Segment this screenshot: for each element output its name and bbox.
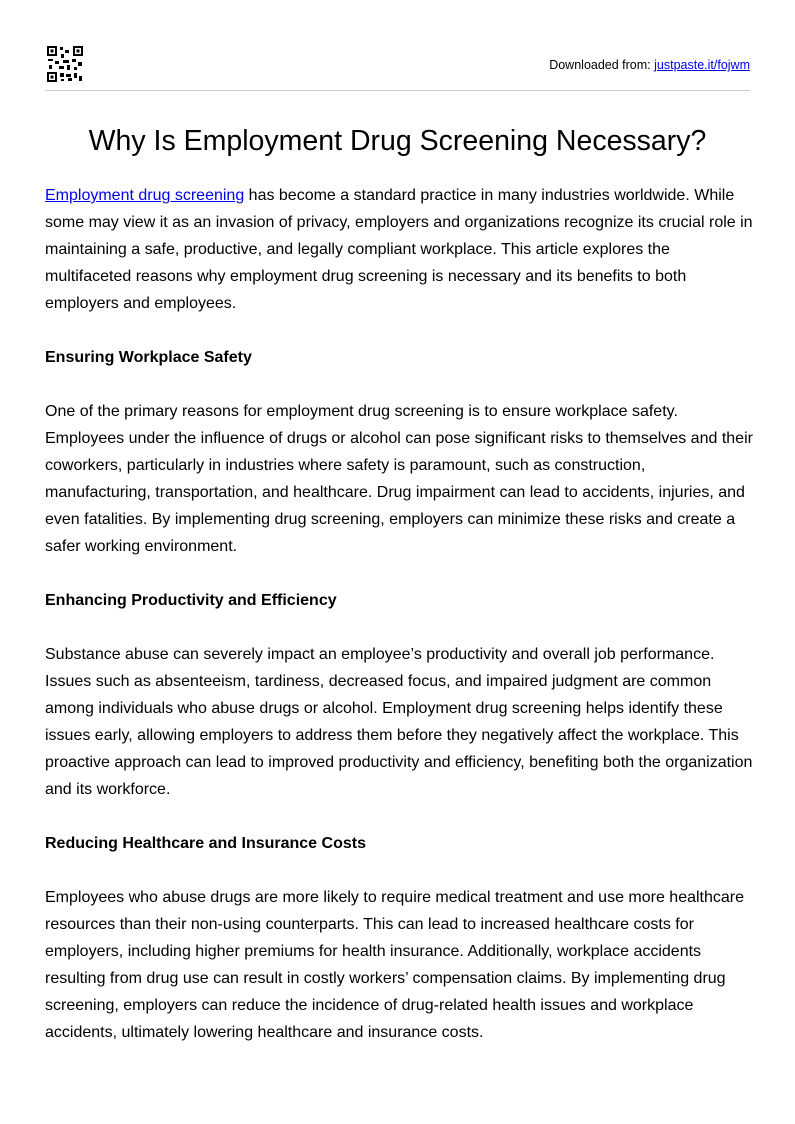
section-paragraph: Substance abuse can severely impact an employee’s productivity and overall job performance. Issues such as absenteeism, tardiness, decreased focus, and impaired judgment are common among individuals who abuse drugs or alcohol. Employment drug screening helps identify these issues early, allowing employers to address them before they negatively affect the workplace. This proactive approach can lead to improved productivity and efficiency, benefiting both the organization and its workforce.: [45, 646, 753, 798]
download-source: [549, 58, 750, 72]
section-heading: Reducing Healthcare and Insurance Costs: [45, 835, 366, 852]
intro-paragraph: [45, 182, 755, 317]
employment-drug-screening-link[interactable]: Employment drug screening: [45, 187, 245, 204]
downloaded-label: Downloaded from:: [549, 58, 655, 72]
section-heading: Enhancing Productivity and Efficiency: [45, 592, 337, 609]
page-header: [45, 46, 750, 91]
section-paragraph: One of the primary reasons for employment drug screening is to ensure workplace safety. Employees under the influence of drugs or alcohol can pose significant risks to themselves and their coworkers, particularly in industries where safety is paramount, such as construction, manufacturing, transportation, and healthcare. Drug impairment can lead to accidents, injuries, and even fatalities. By implementing drug screening, employers can minimize these risks and create a safer working environment.: [45, 403, 753, 555]
intro-text: has become a standard practice in many industries worldwide. While some may view it as an invasion of privacy, employers and organizations recognize its crucial role in maintaining a safe, productive, and legally compliant workplace. This article explores the multifaceted reasons why employment drug screening is necessary and its benefits to both employers and employees.: [45, 187, 753, 312]
page-title: Why Is Employment Drug Screening Necessary?: [88, 125, 707, 157]
qr-code-icon: [47, 46, 83, 82]
section-paragraph: Employees who abuse drugs are more likely to require medical treatment and use more healthcare resources than their non-using counterparts. This can lead to increased healthcare costs for employers, including higher premiums for health insurance. Additionally, workplace accidents resulting from drug use can result in costly workers’ compensation claims. By implementing drug screening, employers can reduce the incidence of drug-related health issues and workplace accidents, ultimately lowering healthcare and insurance costs.: [45, 889, 745, 1041]
article: [45, 122, 755, 1073]
source-link[interactable]: justpaste.it/fojwm: [654, 58, 750, 72]
section-heading: Ensuring Workplace Safety: [45, 349, 252, 366]
